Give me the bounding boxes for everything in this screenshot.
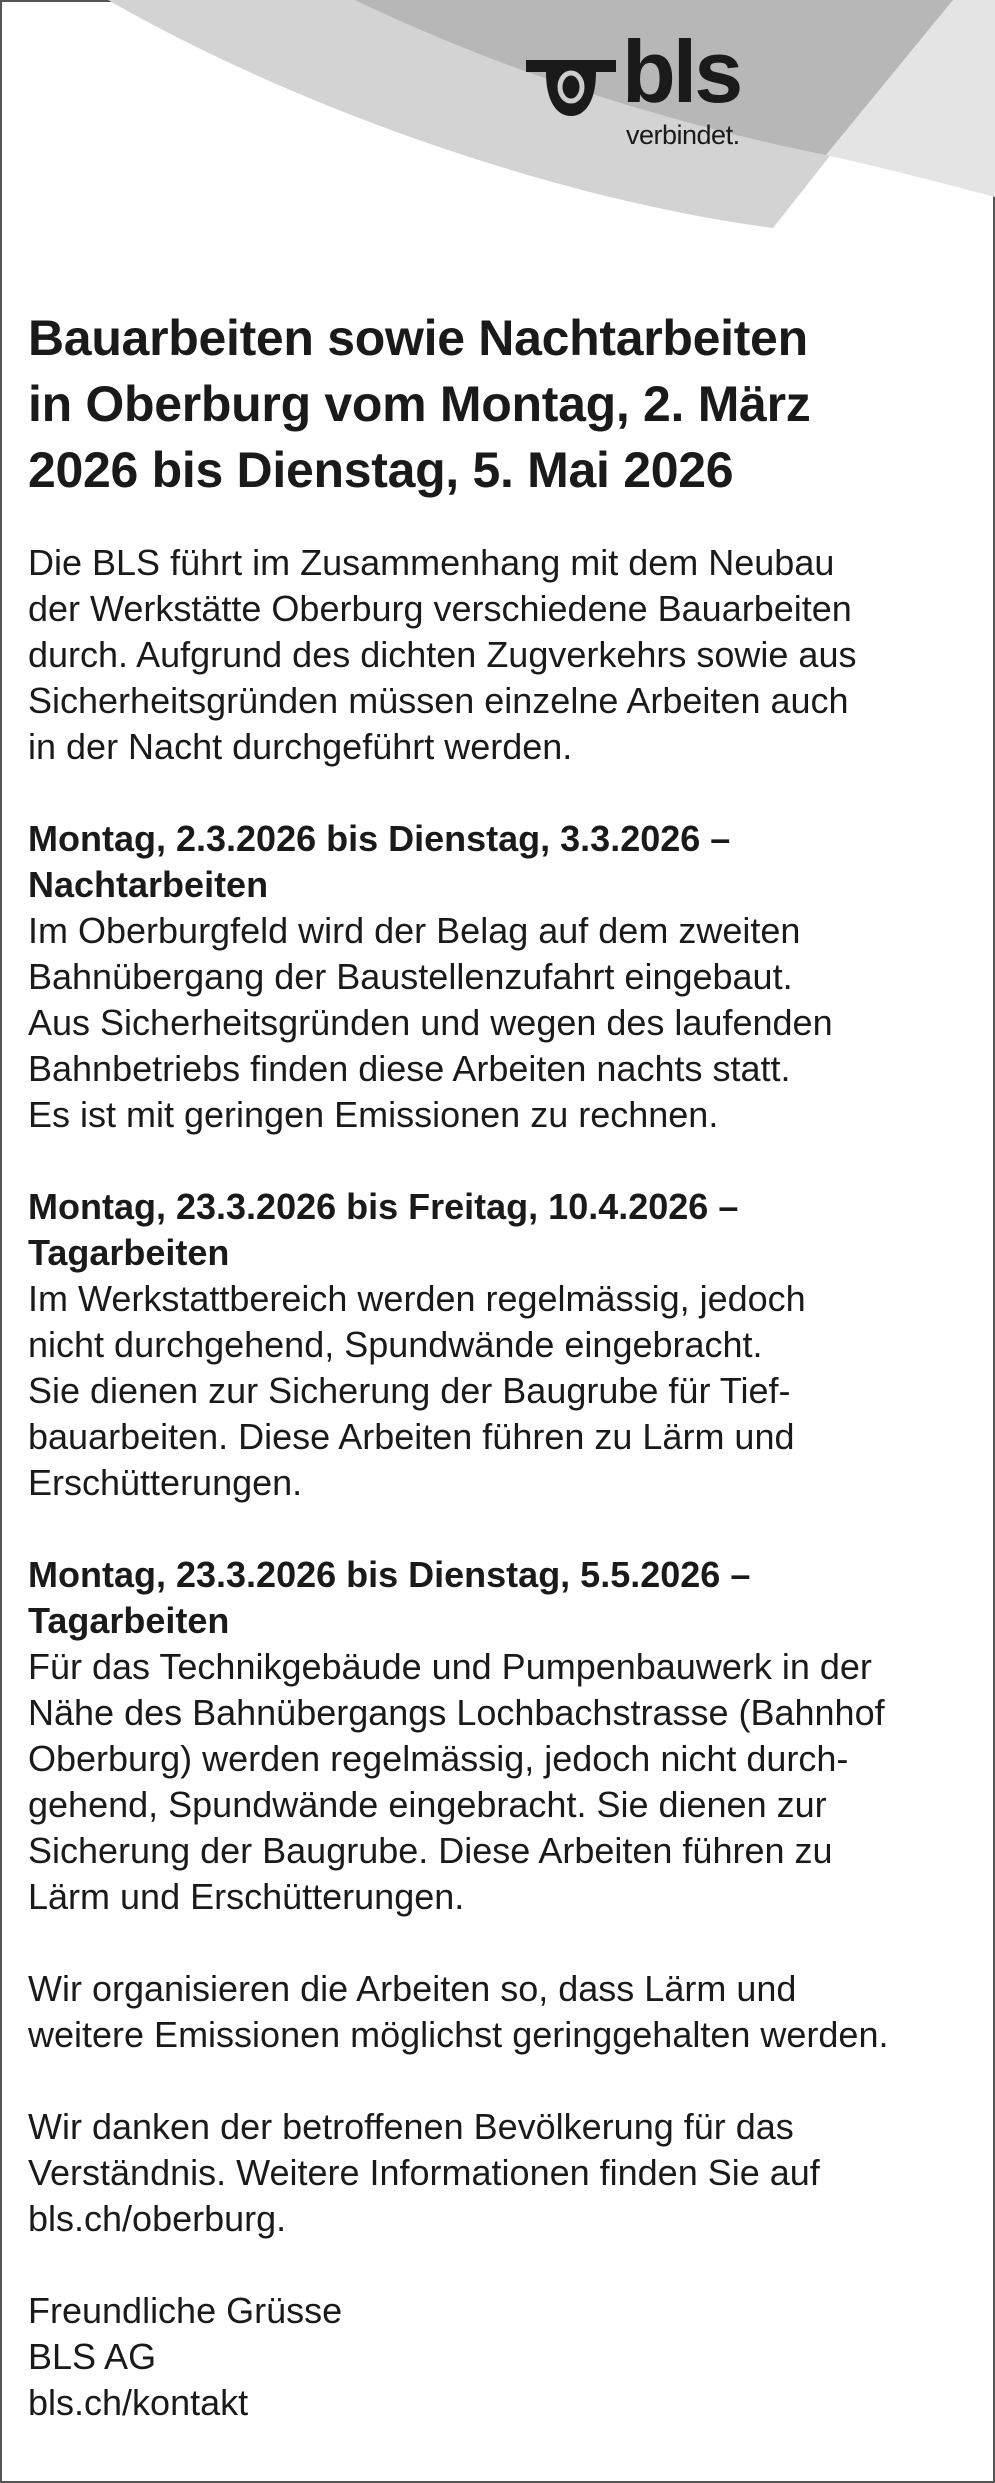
logo-tagline: verbindet.	[626, 120, 740, 150]
title-line: in Oberburg vom Montag, 2. März	[28, 376, 811, 432]
intro-line: Die BLS führt im Zusammenhang mit dem Neubau	[28, 542, 835, 583]
section-body-line: Es ist mit geringen Emissionen zu rechnen.	[28, 1094, 719, 1135]
section-body-line: Aus Sicherheitsgründen und wegen des laufenden	[28, 1002, 833, 1043]
section-body-line: Für das Technikgebäude und Pumpenbauwerk in der	[28, 1646, 872, 1687]
section-body-line: Lärm und Erschütterungen.	[28, 1876, 465, 1917]
section-body-line: Oberburg) werden regelmässig, jedoch nicht durch-	[28, 1738, 849, 1779]
section-body-line: nicht durchgehend, Spundwände eingebracht.	[28, 1324, 763, 1365]
section-body-line: Bahnbetriebs finden diese Arbeiten nachts statt.	[28, 1048, 791, 1089]
closing-line: Verständnis. Weitere Informationen finden Sie auf	[28, 2152, 820, 2193]
section-body	[28, 1276, 978, 1506]
section-heading-line: Montag, 2.3.2026 bis Dienstag, 3.3.2026 –	[28, 818, 731, 859]
title-line: Bauarbeiten sowie Nachtarbeiten	[28, 310, 808, 366]
intro-paragraph	[28, 540, 978, 770]
section-heading-line: Montag, 23.3.2026 bis Dienstag, 5.5.2026 –	[28, 1554, 751, 1595]
section-body-line: Im Werkstattbereich werden regelmässig, jedoch	[28, 1278, 806, 1319]
closing-line: Wir organisieren die Arbeiten so, dass Lärm und	[28, 1968, 797, 2009]
closing-paragraphs	[28, 1966, 978, 2242]
intro-line: durch. Aufgrund des dichten Zugverkehrs sowie aus	[28, 634, 857, 675]
work-section	[28, 1184, 978, 1506]
closing-paragraph	[28, 1966, 978, 2058]
section-heading	[28, 1184, 978, 1276]
bls-wheel-emblem-icon	[526, 60, 616, 116]
section-body-line: Nähe des Bahnübergangs Lochbachstrasse (Bahnhof	[28, 1692, 885, 1733]
section-body-line: Bahnübergang der Baustellenzufahrt eingebaut.	[28, 956, 793, 997]
section-body-line: bauarbeiten. Diese Arbeiten führen zu Lärm und	[28, 1416, 795, 1457]
signature	[28, 2288, 978, 2426]
signature-line: BLS AG	[28, 2336, 157, 2377]
signature-line: bls.ch/kontakt	[28, 2382, 249, 2423]
section-body-line: Sicherung der Baugrube. Diese Arbeiten führen zu	[28, 1830, 833, 1871]
notice-title	[28, 305, 978, 503]
intro-line: der Werkstätte Oberburg verschiedene Bauarbeiten	[28, 588, 852, 629]
closing-line: Wir danken der betroffenen Bevölkerung für das	[28, 2106, 794, 2147]
work-sections	[28, 816, 978, 1920]
section-heading	[28, 1552, 978, 1644]
section-body-line: Erschütterungen.	[28, 1462, 303, 1503]
work-section	[28, 1552, 978, 1920]
section-heading	[28, 816, 978, 908]
work-section	[28, 816, 978, 1138]
section-body	[28, 1644, 978, 1920]
section-heading-line: Montag, 23.3.2026 bis Freitag, 10.4.2026 –	[28, 1186, 739, 1227]
intro-line: Sicherheitsgründen müssen einzelne Arbeiten auch	[28, 680, 849, 721]
notice-content	[28, 305, 978, 2472]
section-body	[28, 908, 978, 1138]
header-background-swoosh	[0, 0, 995, 240]
closing-line: weitere Emissionen möglichst geringgehalten werden.	[28, 2014, 889, 2055]
section-body-line: gehend, Spundwände eingebracht. Sie dienen zur	[28, 1784, 827, 1825]
section-heading-line: Tagarbeiten	[28, 1232, 230, 1273]
section-body-line: Sie dienen zur Sicherung der Baugrube für Tief-	[28, 1370, 791, 1411]
logo-wordmark: bls	[622, 22, 741, 121]
section-heading-line: Nachtarbeiten	[28, 864, 269, 905]
section-body-line: Im Oberburgfeld wird der Belag auf dem zweiten	[28, 910, 801, 951]
title-line: 2026 bis Dienstag, 5. Mai 2026	[28, 442, 734, 498]
intro-line: in der Nacht durchgeführt werden.	[28, 726, 573, 767]
signature-line: Freundliche Grüsse	[28, 2290, 343, 2331]
closing-line: bls.ch/oberburg.	[28, 2198, 287, 2239]
section-heading-line: Tagarbeiten	[28, 1600, 230, 1641]
bls-logo	[522, 22, 777, 154]
closing-paragraph	[28, 2104, 978, 2242]
